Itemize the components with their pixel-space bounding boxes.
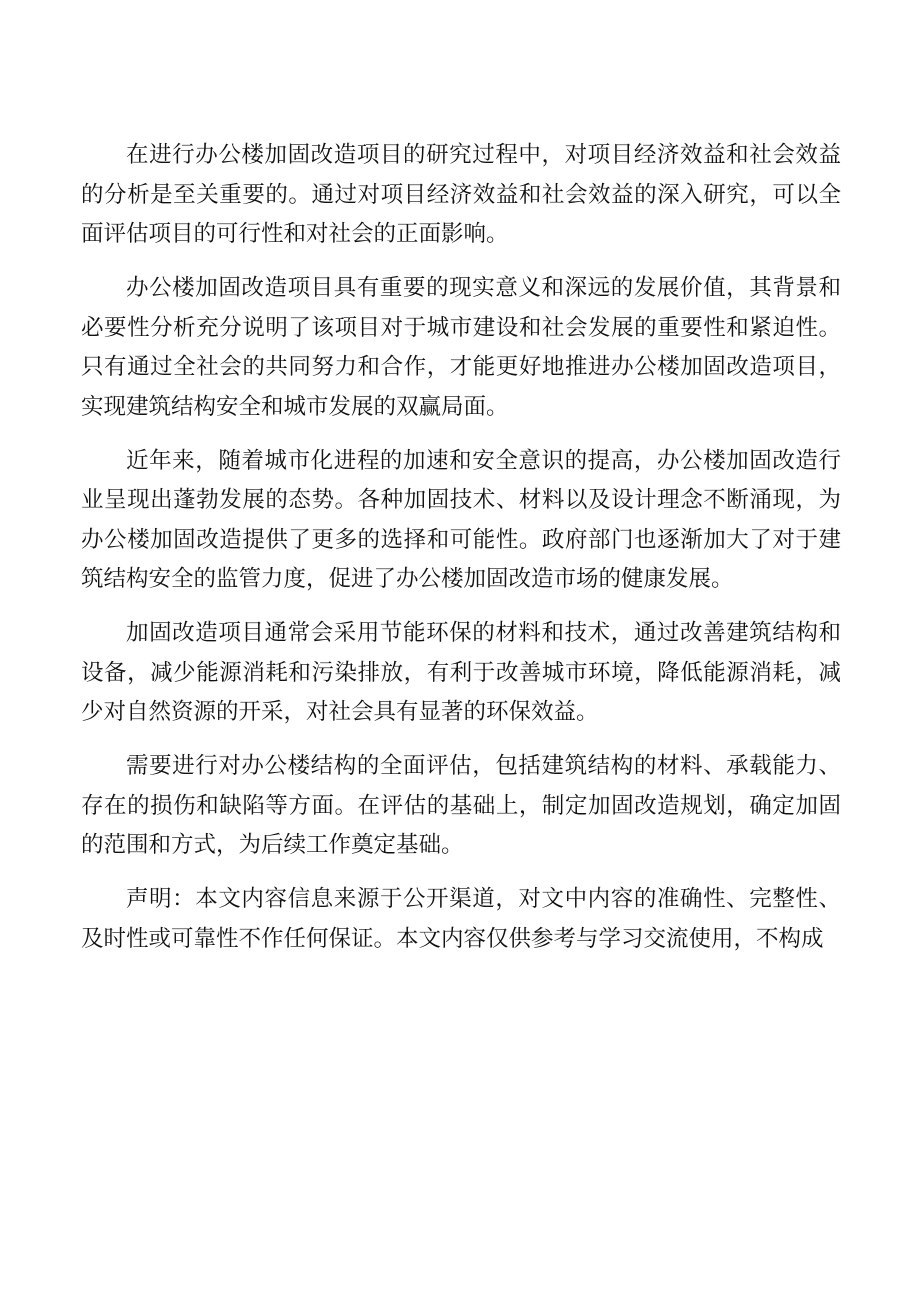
- paragraph-industry-development: 近年来，随着城市化进程的加速和安全意识的提高，办公楼加固改造行业呈现出蓬勃发展的态势。各种加固技术、材料以及设计理念不断涌现，为办公楼加固改造提供了更多的选择和可能性。政府部门也逐渐加大了对于建筑结构安全的监管力度，促进了办公楼加固改造市场的健康发展。: [81, 447, 841, 592]
- paragraph-project-significance: 办公楼加固改造项目具有重要的现实意义和深远的发展价值，其背景和必要性分析充分说明了该项目对于城市建设和社会发展的重要性和紧迫性。只有通过全社会的共同努力和合作，才能更好地推进办公楼加固改造项目，实现建筑结构安全和城市发展的双赢局面。: [81, 275, 841, 420]
- document-body: [81, 136, 841, 974]
- paragraph-structural-assessment: 需要进行对办公楼结构的全面评估，包括建筑结构的材料、承载能力、存在的损伤和缺陷等方面。在评估的基础上，制定加固改造规划，确定加固的范围和方式，为后续工作奠定基础。: [81, 753, 841, 858]
- paragraph-economic-social-benefits: 在进行办公楼加固改造项目的研究过程中，对项目经济效益和社会效益的分析是至关重要的。通过对项目经济效益和社会效益的深入研究，可以全面评估项目的可行性和对社会的正面影响。: [81, 142, 841, 247]
- paragraph-disclaimer: 声明：本文内容信息来源于公开渠道，对文中内容的准确性、完整性、及时性或可靠性不作任何保证。本文内容仅供参考与学习交流使用，不构成: [81, 886, 841, 952]
- paragraph-environmental-benefits: 加固改造项目通常会采用节能环保的材料和技术，通过改善建筑结构和设备，减少能源消耗和污染排放，有利于改善城市环境，降低能源消耗，减少对自然资源的开采，对社会具有显著的环保效益。: [81, 620, 841, 725]
